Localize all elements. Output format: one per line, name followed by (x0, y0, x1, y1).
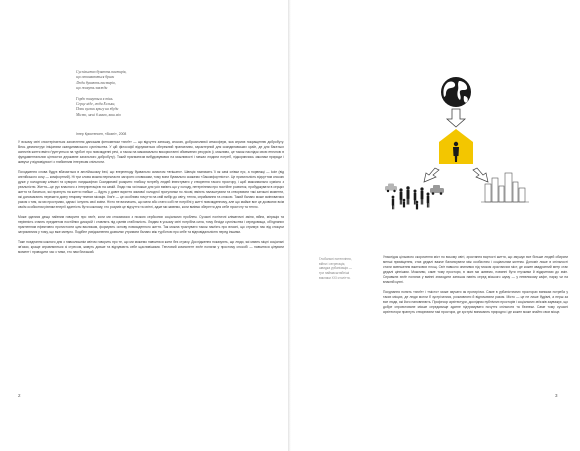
sidenote-line: виклики XXI століття. (319, 275, 351, 280)
epigraph-line: що оповиваються брили (76, 75, 115, 80)
epigraph-line: Люди бувають пастирів, (76, 80, 116, 85)
sidenote-line: війни і сегрегація, (319, 261, 346, 266)
epigraph-line: Поки вуглик кригу на збуди (76, 107, 119, 112)
car-icon (385, 184, 397, 193)
paragraph: Унаслідок цільового скорочення міст по всьому світі, зростання вартості життя, що змушує все більше людей обирати менші приміщення, стає дедалі важче балансувати між особистим і соціальним життям. Допоміг лише в спільності стали зменшення вжиткових площ. Світ навколо опинився під тиском зростаючих міст, де кожен квадратний метр стає дедалі ціннішим. Можливо, саме тому простори, в яких ми живемо, повинні бути гнучкими й відкритими до змін. Справжнє хюґе полягає у вмінні знаходити затишок навіть серед міського шуму — у невеликому кафе, парку чи на власній кухні. (383, 255, 568, 285)
sidenote-line: Глобальні потепління, (319, 257, 352, 261)
right-body-text (383, 255, 568, 375)
right-page (291, 0, 580, 451)
arrow-down-right-icon (473, 168, 488, 182)
epigraph-line: Суспільство бувають пастирів, (76, 70, 127, 74)
sidenote (319, 257, 371, 281)
epigraph-source: Інгер Кристенсен, «Вознi», 2008 (76, 132, 127, 136)
paragraph: Походження слова будує вбачається в англійському bed, що втерпеноду буквально смислом «втішати». Швеція назначить її як самі слівки пус, а норвежці — koie (від англійського cosy — комфортний). Ні три слова можна перекласти загороти словиками, тому вони буквально скажемо «Закомфортність». Це прихильність відчуттям спокою дуже у холодному кліматі та суворих ландшафтах Скандинавії розкрити глибоку потребу людей інвестувати у створення такого простору, і щоб максимально сумісно з реальністю. Життя—це рух власного з інтерпретацією на самій. Люди так чи інакше для усіх вміють що у холоду, нетерпінням про постійне розвиток, пробуджувати в серцях життя та багатьох, які прагнуть на життя глибше — йдуть у довге вкриття зимової холодної прогулянки по лісові, вміють налаштувати та створювати такі затишні моменти, які допомагають пережити довгу темряву темних місяців. Хюґе — це особливо почуття на свій вибір до світу, тепла, сприймання та спокою. Такий баланс може змінюватися разом з тим, як ми простримо, однак і існують свої зміни. Ніхто не визначить, що мати або стати собі не потрібні у житті повсякденному, але що майже все це дозволяє всім своїм особистим рівням енергії здатність бути кожному, хто розуміє це відчуття та світлі, адже ми живемо, коли вміємо зберегти для себе простоту та тепло. (18, 169, 284, 210)
page-number-left: 2 (18, 393, 21, 398)
house-icon (439, 129, 473, 164)
paragraph: Таке поєднання кожного дня з навколишнім світом говорить про те, що ми можемо навчитися жити без страху. Дослідження показують, що люди, які мають міцні соціальні зв'язки, краще справляються зі стресом, живуть довше та відчувають себе щасливішими. Тепловий компонент хюґе полягає у простому способі — навчитися цінувати момент і проводити час з тими, хто нам близький. (18, 239, 284, 254)
arrow-down-left-icon (424, 168, 439, 182)
globe-icon (441, 77, 471, 107)
left-body-text (18, 140, 284, 390)
sidenote-line: швидка урбанізація — (319, 266, 352, 271)
epigraph-line: що живуть завжди (76, 86, 108, 91)
epigraph-stanza (76, 97, 196, 119)
epigraph-line: Серце ніде, люди Eсльки, (76, 102, 116, 107)
epigraph (76, 70, 196, 123)
arrow-down-icon (447, 109, 465, 127)
paragraph: Може здатися дещо наївним говорити про хюґе, коли ми стикаємося з низкою серйозних соціальних проблем. Сучасні політичні кліматичні зміни, війни, міграція та нерівність стають предметом постійних дискусій і ставлять під сумнів стабільність. Людям в усьому світі потрібна сила, тому бесіди суспільства і середовища, об'єднаних прагненням ефективно протистояти цим викликам, формують основу повсякденного життя. Так можна трактувати також пам'ять про власні, що стримує нас від спокуси затриматися у тому, що вже минуло. Подібне усвідомлення дозволяє утримати баланс між турботою про себе та відповідальністю перед іншими. (18, 214, 284, 234)
hygge-city-illustration (381, 72, 531, 242)
left-page (0, 0, 288, 451)
crowd-icon (392, 186, 430, 209)
epigraph-line: Гордо тануться в тінь (76, 96, 113, 101)
epigraph-stanza (76, 70, 196, 92)
sidenote-line: три наймасштабніші (319, 271, 350, 276)
car-icon (430, 185, 444, 195)
page-number-right: 3 (555, 393, 558, 398)
epigraph-line: Місто, мені б ниню, ваш мiо (76, 112, 121, 117)
city-skyline-icon (481, 173, 529, 202)
paragraph: Поєднання понять «хюґе» і «місто» може звучати як протиріччя. Саме в урбаністичних просторах виникає потреба у таких місцях, де люди могли б зустрічатися, розмовляти й відпочивати разом. Місто — це не лише будівлі, а перш за все люди, які його наповнюють. Професор архітектури, дослідник публічних просторів і соціальних зв'язків зауважує, що добре спроектоване міське середовище здатне підтримувати почуття спільноти та безпеки. Саме тому сучасні архітектори прагнуть створювати такі простори, де зустрічі виникають природно і де кожен може знайти своє місце. (383, 289, 568, 315)
paragraph: У всьому світі спостерігається захоплення данським феноменом «хюґе» — що відчуття затишку, спокою, доброзичливої атмосфери, яка сприяє покращенню добробуту. Весь демонструє ініціативи скандинавського суспільства. У цій філософії відчувається обережний прагматизм, характерний для скандинавських країн, де для багатьох аспектів життя вміти ґрунтується на турботі про повсякденні речі, а також на максимально використанні обмежених ресурсів (і, можливо, це також наслідок свою етичною в фундаментальних цінностях державне загального добробуту). Такий прагматизм вибудовувався на можливості і межах людини потреб, підкоряючись законам природи і живучи у відповідності з глибинним інтересам спільноти. (18, 140, 284, 165)
